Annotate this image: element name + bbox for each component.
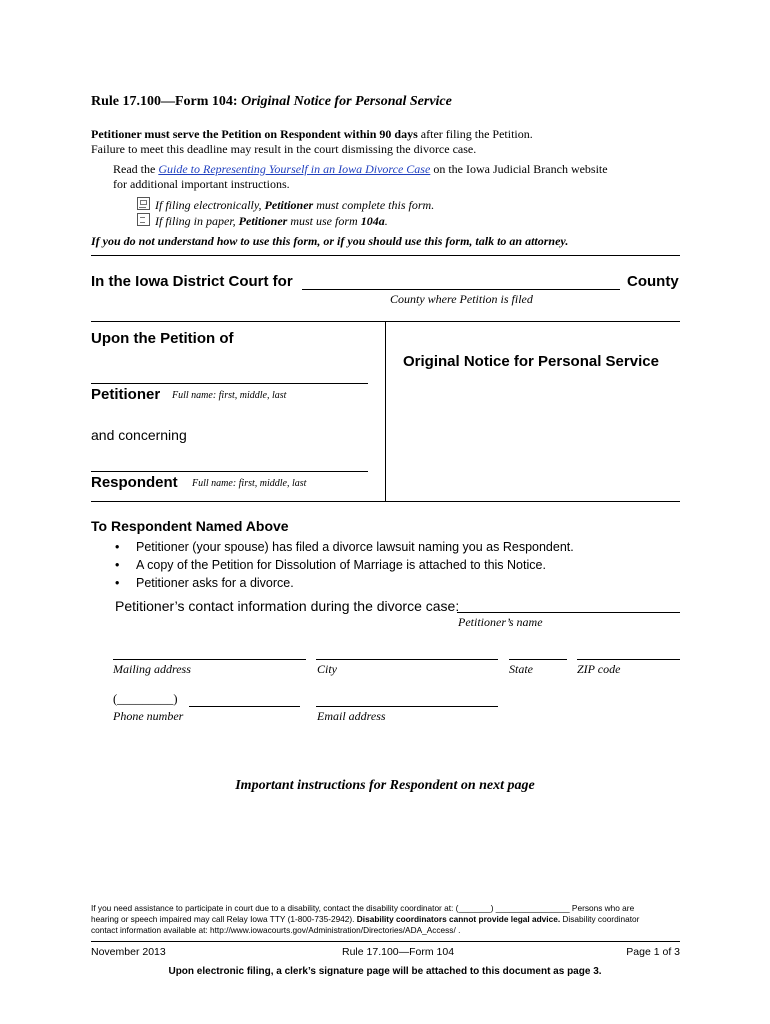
court-prefix: In the Iowa District Court for	[91, 273, 293, 290]
state-caption: State	[509, 662, 533, 676]
respondent-label: Respondent	[91, 474, 178, 491]
paper-filing-note: If filing in paper, Petitioner must use form 104a.	[137, 213, 388, 229]
city-caption: City	[317, 662, 337, 676]
zip-caption: ZIP code	[577, 662, 621, 676]
list-item: • A copy of the Petition for Dissolution of Marriage is attached to this Notice.	[115, 558, 574, 576]
document-icon	[137, 213, 150, 226]
disability-notice: If you need assistance to participate in court due to a disability, contact the disability coordinator at: (_______) ________________ Persons who are hearing or speech impaired may call Relay Iowa TTY (1-800-735-2942). Disability coordinators cannot provide legal advice. Disability coordinator contact information available at: http://www.iowacourts.gov/Administration/Directories/ADA_Access/ .	[91, 903, 640, 935]
next-page-note: Important instructions for Respondent on next page	[235, 778, 535, 793]
city-field[interactable]	[316, 659, 498, 660]
zip-field[interactable]	[577, 659, 680, 660]
respondent-bullets	[115, 540, 574, 594]
form-title: Original Notice for Personal Service	[241, 94, 452, 109]
phone-area-code[interactable]: (_________)	[113, 692, 178, 706]
petitioner-label: Petitioner	[91, 386, 161, 403]
read-guide-line-2: for additional important instructions.	[113, 177, 290, 191]
notice-title: Original Notice for Personal Service	[403, 353, 659, 370]
and-concerning-label: and concerning	[91, 427, 187, 443]
footer-page-number: Page 1 of 3	[626, 946, 680, 958]
phone-caption: Phone number	[113, 709, 184, 723]
petitioner-name-caption: Petitioner’s name	[458, 615, 543, 629]
footer-divider	[91, 941, 680, 942]
phone-field[interactable]	[189, 706, 300, 707]
footer-date: November 2013	[91, 946, 166, 958]
respondent-heading: To Respondent Named Above	[91, 518, 289, 534]
contact-label: Petitioner’s contact information during the divorce case:	[115, 598, 460, 614]
upon-petition-label: Upon the Petition of	[91, 330, 234, 347]
list-item: • Petitioner asks for a divorce.	[115, 576, 574, 594]
email-caption: Email address	[317, 709, 386, 723]
petitioner-name-field[interactable]	[91, 383, 368, 384]
petitioner-contact-name-field[interactable]	[457, 612, 680, 613]
county-field[interactable]	[302, 289, 620, 290]
rule-label: Rule 17.100—Form 104:	[91, 94, 238, 109]
state-field[interactable]	[509, 659, 567, 660]
mailing-address-field[interactable]	[113, 659, 306, 660]
electronic-filing-note: If filing electronically, Petitioner must complete this form.	[137, 197, 434, 213]
esign-note: Upon electronic filing, a clerk’s signature page will be attached to this document as page 3.	[168, 966, 602, 977]
court-suffix: County	[627, 273, 679, 290]
attorney-note: If you do not understand how to use this form, or if you should use this form, talk to an attorney.	[91, 234, 569, 248]
footer-form-id: Rule 17.100—Form 104	[342, 946, 455, 958]
mailing-address-caption: Mailing address	[113, 662, 191, 676]
intro-line-1: Petitioner must serve the Petition on Respondent within 90 days after filing the Petition.	[91, 127, 533, 141]
guide-link[interactable]: Guide to Representing Yourself in an Iowa Divorce Case	[158, 162, 431, 176]
petitioner-hint: Full name: first, middle, last	[172, 390, 287, 401]
county-caption: County where Petition is filed	[390, 292, 533, 306]
respondent-hint: Full name: first, middle, last	[192, 478, 307, 489]
intro-line-2: Failure to meet this deadline may result in the court dismissing the divorce case.	[91, 142, 477, 156]
form-header	[91, 94, 452, 110]
respondent-name-field[interactable]	[91, 471, 368, 472]
divider	[91, 255, 680, 256]
computer-icon	[137, 197, 150, 210]
email-field[interactable]	[316, 706, 498, 707]
list-item: • Petitioner (your spouse) has filed a divorce lawsuit naming you as Respondent.	[115, 540, 574, 558]
divider	[91, 501, 680, 502]
read-guide-line: Read the Guide to Representing Yourself in an Iowa Divorce Case on the Iowa Judicial Branch website	[113, 162, 608, 176]
caption-divider	[385, 321, 386, 501]
